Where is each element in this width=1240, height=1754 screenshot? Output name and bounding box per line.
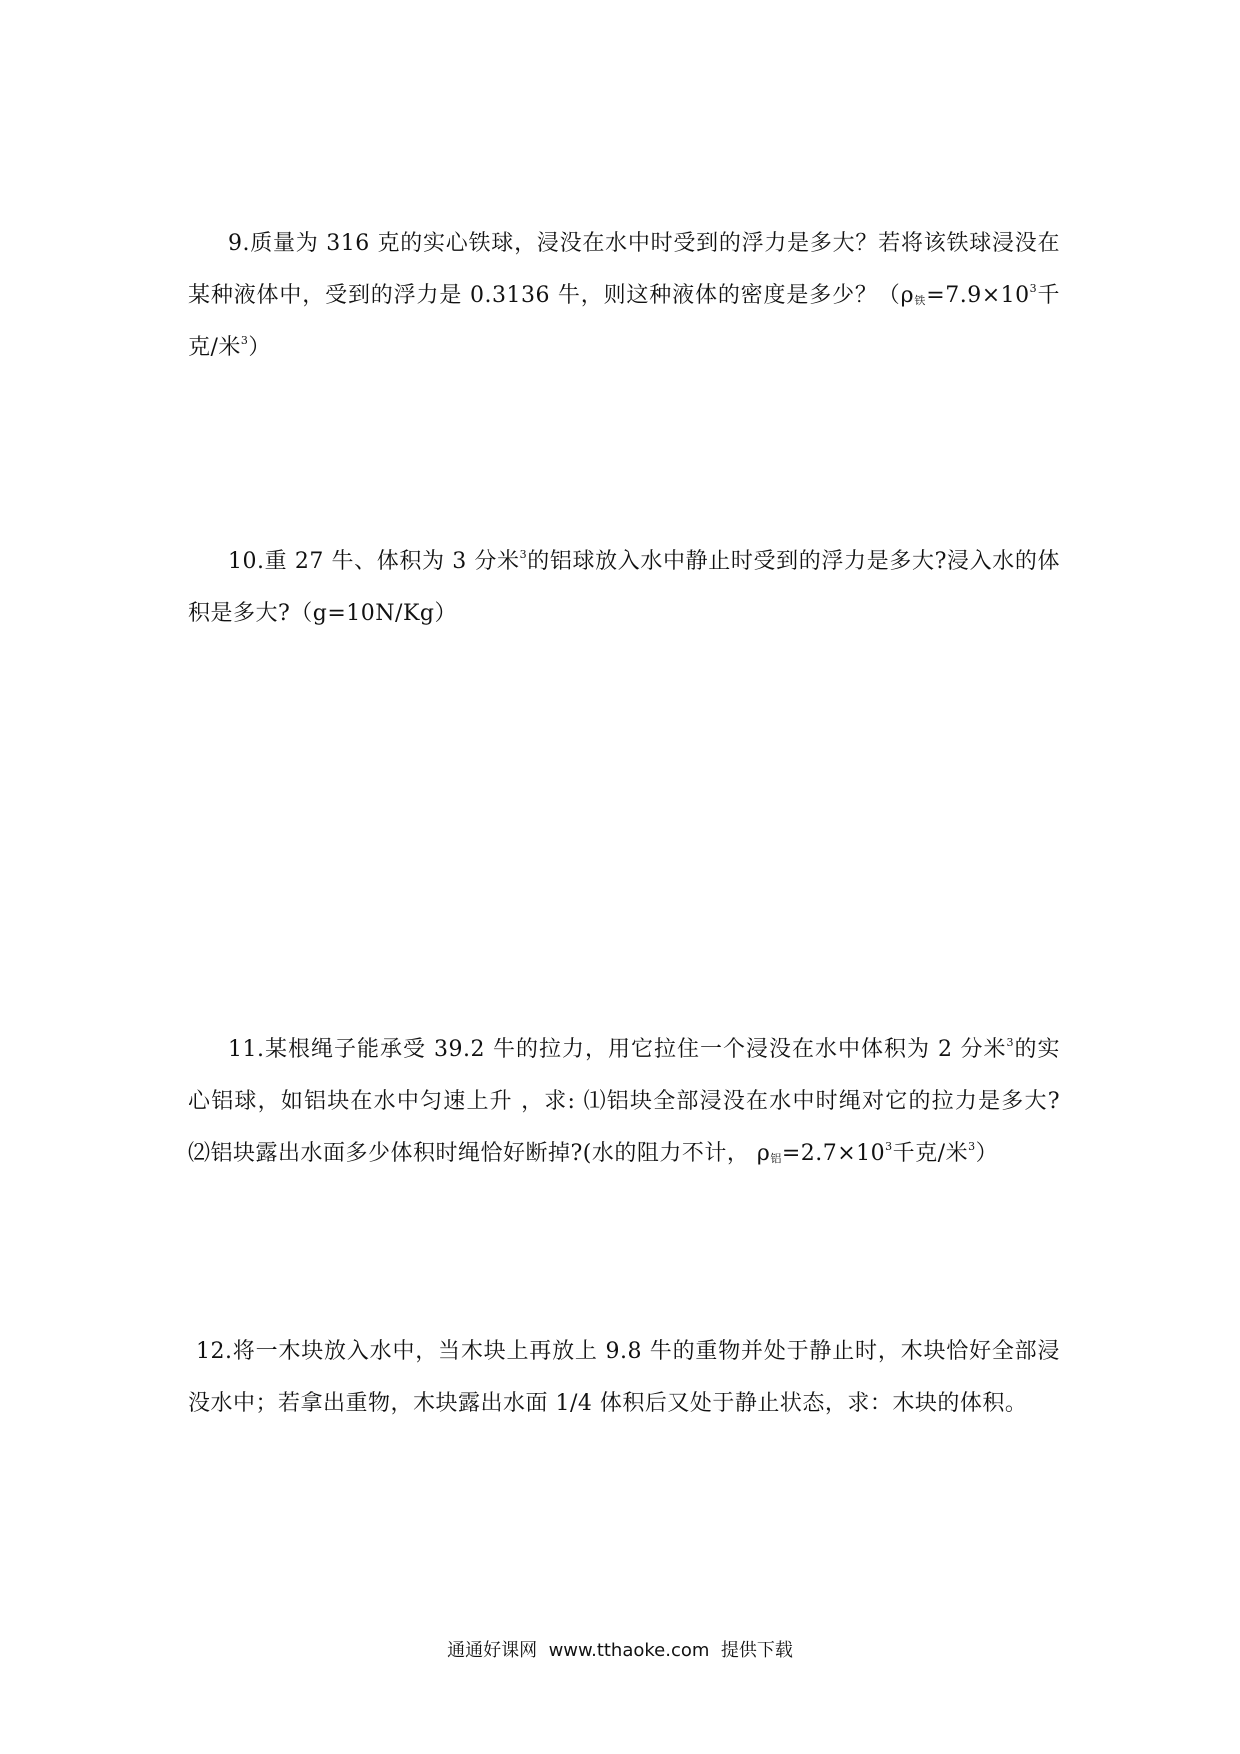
- page-footer: [0, 1636, 1240, 1662]
- problem-10: [188, 536, 1060, 640]
- problem-12-number: 12.: [196, 1339, 233, 1364]
- footer-text: 通通好课网 www.tthaoke.com 提供下载: [447, 1640, 793, 1661]
- problem-11: [188, 1024, 1060, 1180]
- problem-12-text: 12.将一木块放入水中，当木块上再放上 9.8 牛的重物并处于静止时，木块恰好全部浸没水中；若拿出重物，木块露出水面 1/4 体积后又处于静止状态，求：木块的体积。: [188, 1339, 1060, 1416]
- problem-10-number: 10.: [228, 549, 265, 574]
- problem-9-number: 9.: [228, 231, 250, 256]
- problem-11-text: 11.某根绳子能承受 39.2 牛的拉力，用它拉住一个浸没在水中体积为 2 分米$^3$的实心铝球，如铝块在水中匀速上升 ，求: ⑴铝块全部浸没在水中时绳对它的拉力是多大? ⑵铝块露出水面多少体积时绳恰好断掉?(水的阻力不计， $\rho_铝=2.7\times 10^3$千克/米$^3$）: [188, 1036, 1060, 1166]
- problem-11-number: 11.: [228, 1037, 265, 1062]
- problem-9: [188, 218, 1060, 374]
- problem-10-text: 10.重 27 牛、体积为 3 分米$^3$的铝球放入水中静止时受到的浮力是多大?浸入水的体积是多大?（g=10N/Kg）: [188, 548, 1061, 626]
- problem-12: [188, 1326, 1060, 1430]
- problem-9-text: 9.质量为 316 克的实心铁球，浸没在水中时受到的浮力是多大？若将该铁球浸没在某种液体中，受到的浮力是 0.3136 牛，则这种液体的密度是多少？（$\rho_铁=7.9\times 10^3$千克/米$^3$）: [188, 231, 1060, 360]
